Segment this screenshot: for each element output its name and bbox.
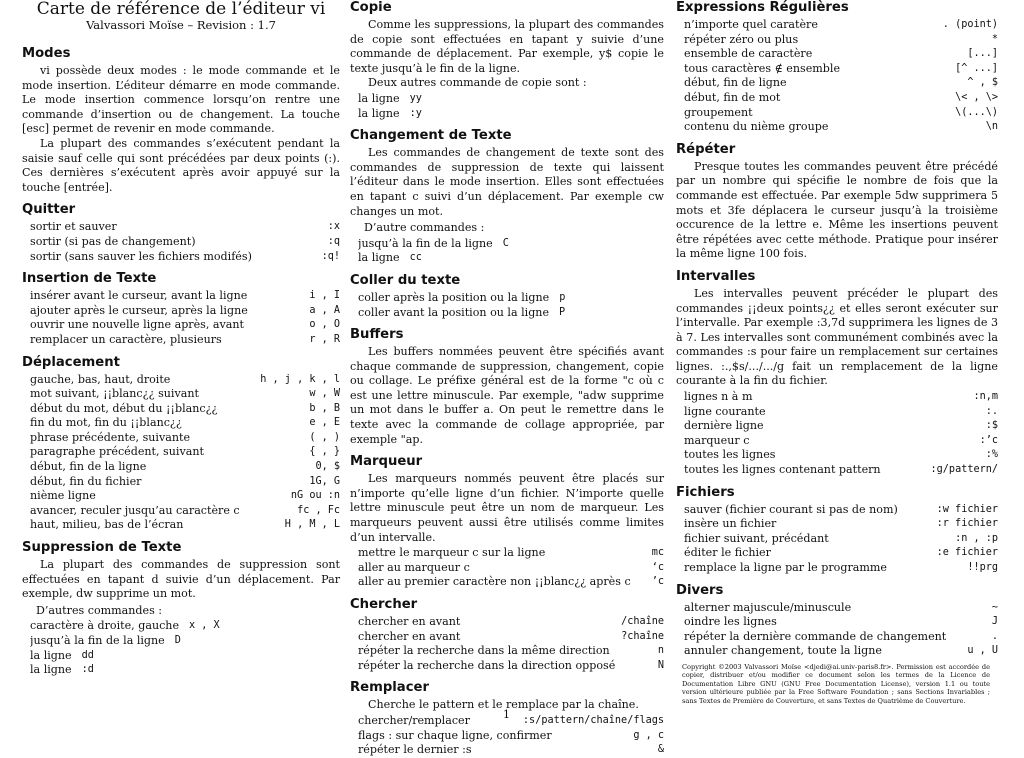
command-row (684, 62, 998, 77)
command-keys: ~ (991, 601, 998, 613)
command-row (684, 448, 998, 463)
command-keys: u , U (967, 645, 998, 657)
command-description: coller après la position ou la ligne (358, 290, 550, 304)
command-description: annuler changement, toute la ligne (684, 644, 882, 658)
command-description: chercher en avant (358, 629, 461, 643)
buffers-paragraph: Les buffers nommées peuvent être spécifiés avant chaque commande de suppression, changement, copie ou collage. Le préfixe général est de la forme "c où c est une lettre minuscule. Par exemple, "adw supprime un mot dans le buffer a. On peut le remettre dans le texte avec la commande de collage appropriée, par exemple "ap. (350, 345, 664, 446)
command-description: marqueur c (684, 433, 750, 447)
intervalles-paragraph: Les intervalles peuvent précéder le plupart des commandes ¡¡deux points¿¿ et elles seront exécuter sur l’intervalle. Par exemple :3,7d supprimera les lignes de 3 à 7. Les intervalles sont communément combinés avec la commandes :s pour faire un remplacement sur certaines lignes. :.,$s/.../.../g fait un remplacement de la ligne courante à la fin du fichier. (676, 286, 998, 388)
command-keys: nG ou :n (290, 490, 340, 502)
command-row (684, 91, 998, 106)
command-keys: ‘c (651, 561, 664, 573)
command-keys: e , E (309, 417, 340, 429)
section-title-marqueur: Marqueur (350, 454, 423, 470)
section-title-remplacer: Remplacer (350, 680, 429, 696)
section-title-divers: Divers (676, 582, 724, 598)
command-row (30, 431, 340, 446)
command-keys: \< , \> (955, 91, 998, 103)
command-row (30, 649, 340, 664)
command-keys: & (657, 744, 664, 756)
section-title-insertion: Insertion de Texte (22, 271, 157, 287)
command-row (684, 434, 998, 449)
command-keys: /chaîne (621, 616, 664, 627)
command-row (30, 489, 340, 504)
expressions-table (684, 18, 998, 135)
command-keys: b , B (309, 402, 340, 414)
command-row (684, 390, 998, 405)
page-title: Carte de référence de l’éditeur vi (36, 0, 326, 19)
command-row (30, 663, 340, 678)
command-description: la ligne (30, 648, 72, 662)
command-keys: { , } (309, 446, 340, 458)
command-keys: H , M , L (284, 519, 340, 531)
command-description: sortir et sauver (30, 220, 117, 234)
command-keys: ^ , $ (967, 77, 998, 89)
command-keys: h , j , k , l (260, 373, 340, 385)
command-keys: :q! (321, 250, 340, 262)
command-keys: cc (409, 252, 422, 264)
command-keys: :s/pattern/chaîne/flags (522, 714, 664, 726)
section-title-chercher: Chercher (350, 597, 418, 612)
command-row (684, 615, 998, 630)
command-row (358, 630, 664, 645)
section-title-repeter: Répéter (676, 141, 736, 157)
command-description: dernière ligne (684, 419, 764, 433)
command-row (30, 333, 340, 348)
marqueur-paragraph: Les marqueurs nommés peuvent être placés sur n’importe qu’elle ligne d’un fichier. N’importe quelle lettre minuscule peut être un nom de marqueur. Les marqueurs peuvent aussi être utilisés comme limites d’un intervalle. (350, 472, 664, 544)
suppression-paragraph: La plupart des commandes de suppression sont effectuées en tapant d suivie d’un déplacement. Par exemple, dw supprime un mot. (22, 558, 340, 601)
command-description: répéter la recherche dans la même direction (358, 644, 610, 658)
command-row (684, 18, 998, 33)
marqueur-table (358, 546, 664, 590)
section-title-deplacement: Déplacement (22, 354, 120, 370)
command-row (30, 373, 340, 388)
command-description: remplacer un caractère, plusieurs (30, 332, 222, 346)
fichiers-table (684, 503, 998, 576)
command-keys: :’c (979, 434, 998, 446)
command-row (684, 405, 998, 420)
command-keys: C (502, 237, 509, 249)
command-description: début, fin de la ligne (30, 460, 147, 474)
command-row (358, 729, 664, 744)
command-row (358, 291, 664, 306)
command-keys: o , O (309, 319, 340, 331)
command-row (30, 460, 340, 475)
command-keys: . (point) (942, 19, 998, 30)
command-description: chercher/remplacer (358, 713, 470, 727)
quitter-table (30, 220, 340, 264)
command-description: mettre le marqueur c sur la ligne (358, 546, 546, 560)
command-description: insère un fichier (684, 517, 777, 531)
command-row (358, 237, 664, 252)
command-description: contenu du nième groupe (684, 120, 829, 134)
insertion-table (30, 289, 340, 347)
command-keys: 1G, G (309, 475, 340, 487)
command-row (684, 47, 998, 62)
command-row (358, 575, 664, 590)
command-keys: 0, $ (315, 461, 340, 473)
command-row (684, 601, 998, 616)
changement-paragraph: Les commandes de changement de texte sont des commandes de suppression de texte qui laissent l’éditeur dans le mode insertion. Elles sont effectuées en tapant c suivi d’un déplacement. Par exemple cw changes un mot. (350, 146, 664, 218)
remplacer-paragraph: Cherche le pattern et le remplace par la chaîne. (368, 698, 639, 712)
command-keys: !!prg (967, 562, 998, 573)
section-title-fichiers: Fichiers (676, 484, 735, 500)
copie-intro: Deux autres commande de copie sont : (368, 76, 587, 90)
command-row (358, 251, 664, 266)
command-description: paragraphe précédent, suivant (30, 445, 204, 459)
command-description: toutes les lignes (684, 448, 776, 462)
command-keys: x , X (189, 620, 220, 632)
command-keys: :r fichier (936, 518, 998, 530)
command-description: début du mot, début du ¡¡blanc¿¿ (30, 401, 218, 415)
coller-table (358, 291, 664, 320)
divers-table (684, 601, 998, 659)
command-row (30, 475, 340, 490)
command-keys: :d (81, 664, 94, 676)
command-row (358, 546, 664, 561)
command-keys: g , c (633, 729, 664, 741)
command-description: fichier suivant, précédant (684, 531, 829, 545)
command-row (684, 532, 998, 547)
command-row (30, 402, 340, 417)
command-description: aller au premier caractère non ¡¡blanc¿¿ après c (358, 575, 631, 589)
copie-table (358, 92, 664, 121)
changement-intro: D’autre commandes : (364, 221, 485, 235)
command-keys: :e fichier (936, 547, 998, 559)
command-description: la ligne (30, 663, 72, 677)
command-keys: :% (985, 449, 998, 461)
command-description: coller avant la position ou la ligne (358, 305, 550, 319)
command-row (684, 546, 998, 561)
command-row (684, 76, 998, 91)
command-row (30, 318, 340, 333)
command-description: lignes n à m (684, 390, 753, 404)
command-keys: :n,m (973, 391, 998, 403)
column-1 (22, 0, 340, 678)
command-description: alterner majuscule/minuscule (684, 600, 852, 614)
command-description: début, fin de mot (684, 90, 781, 104)
section-title-intervalles: Intervalles (676, 268, 756, 284)
command-row (358, 92, 664, 107)
column-3 (676, 0, 998, 705)
changement-table (358, 237, 664, 266)
command-row (684, 33, 998, 48)
command-row (684, 106, 998, 121)
section-title-buffers: Buffers (350, 327, 404, 343)
command-keys: dd (81, 649, 94, 661)
command-description: nième ligne (30, 489, 96, 503)
command-row (30, 518, 340, 533)
command-row (684, 630, 998, 645)
command-keys: mc (651, 547, 664, 559)
command-row (30, 304, 340, 319)
command-row (30, 504, 340, 519)
command-row (30, 445, 340, 460)
repeter-paragraph: Presque toutes les commandes peuvent être précédé par un nombre qui spécifie le nombre de fois que la commande est effectuée. Par exemple 5dw supprimera 5 mots et 3fe déplacera le curseur jusqu’à la troisième occurence de la lettre e. Même les insertions peuvent être répétées avec cette méthode. Pratique pour insérer la même ligne 100 fois. (676, 159, 998, 261)
command-keys: J (991, 616, 998, 628)
command-keys: :w fichier (936, 503, 998, 515)
command-description: oindre les lignes (684, 615, 777, 629)
modes-paragraph-1: vi possède deux modes : le mode commande et le mode insertion. L’éditeur démarre en mode commande. Le mode insertion commence lorsqu’on rentre une commande d’insertion ou de changement. La touche [esc] permet de revenir en mode commande. (22, 64, 340, 136)
section-title-copie: Copie (350, 0, 392, 15)
command-row (358, 714, 664, 729)
column-2 (350, 0, 664, 758)
command-row (358, 561, 664, 576)
command-row (684, 644, 998, 659)
command-description: répéter le dernier :s (358, 743, 472, 757)
command-row (358, 306, 664, 321)
page-subtitle: Valvassori Moïse – Revision : 1.7 (86, 18, 276, 32)
command-description: répéter zéro ou plus (684, 32, 799, 46)
deplacement-table (30, 373, 340, 534)
command-keys: :n , :p (955, 532, 998, 544)
command-row (30, 250, 340, 265)
intervalles-table (684, 390, 998, 478)
chercher-table (358, 615, 664, 673)
section-title-suppression: Suppression de Texte (22, 540, 182, 556)
command-keys: ?chaîne (621, 630, 664, 642)
command-description: aller au marqueur c (358, 560, 470, 574)
command-description: répéter la recherche dans la direction opposé (358, 658, 616, 672)
suppression-table (30, 619, 340, 677)
command-row (684, 517, 998, 532)
command-row (30, 289, 340, 304)
command-row (30, 416, 340, 431)
command-row (358, 615, 664, 630)
command-keys: :$ (985, 420, 998, 432)
command-row (30, 634, 340, 649)
command-keys: :. (985, 405, 998, 417)
command-description: fin du mot, fin du ¡¡blanc¿¿ (30, 416, 182, 430)
command-description: ligne courante (684, 404, 766, 418)
command-keys: :q (327, 235, 340, 247)
command-description: avancer, reculer jusqu’au caractère c (30, 503, 240, 517)
command-description: caractère à droite, gauche (30, 619, 180, 633)
command-description: début, fin de ligne (684, 76, 787, 90)
command-description: mot suivant, ¡¡blanc¿¿ suivant (30, 387, 199, 401)
command-keys: * (991, 33, 998, 45)
command-keys: fc , Fc (297, 504, 340, 516)
command-description: début, fin du fichier (30, 474, 142, 488)
command-keys: p (559, 291, 566, 303)
page-number: 1 (503, 708, 510, 721)
copyright-notice: Copyright ©2003 Valvassori Moïse <djedi@ai.univ-paris8.fr>. Permission est accordée de copier, distribuer et/ou modifier ce document selon les termes de la Licence de Documentation Libre GNU (GNU Free Documentation License), version 1.1 ou toute version ultérieure publiée par la Free Software Foundation ; sans Sections Invariables ; sans Textes de Première de Couverture, et sans Textes de Quatrième de Couverture. (682, 662, 990, 705)
command-row (30, 619, 340, 634)
section-title-changement: Changement de Texte (350, 128, 512, 144)
command-keys: \(...\) (955, 106, 998, 118)
section-title-expressions: Expressions Régulières (676, 0, 849, 15)
command-row (358, 659, 664, 674)
command-description: jusqu’à la fin de la ligne (30, 634, 165, 647)
command-keys: N (657, 659, 664, 671)
remplacer-table (358, 714, 664, 758)
command-keys: :g/pattern/ (930, 464, 998, 476)
command-description: sortir (si pas de changement) (30, 234, 196, 248)
command-description: tous caractères ∉ ensemble (684, 61, 841, 75)
command-keys: :x (327, 221, 340, 233)
command-keys: [...] (967, 48, 998, 60)
command-description: sauver (fichier courant si pas de nom) (684, 502, 898, 516)
modes-paragraph-2: La plupart des commandes s’exécutent pendant la saisie sauf celle qui sont précédées par deux points (:). Ces dernières s’exécutent après avoir appuyé sur la touche [entrée]. (22, 136, 340, 194)
command-description: n’importe quel caratère (684, 18, 818, 31)
command-description: la ligne (358, 106, 400, 120)
command-keys: D (174, 635, 181, 646)
section-title-modes: Modes (22, 46, 71, 61)
command-row (30, 387, 340, 402)
command-description: chercher en avant (358, 615, 461, 628)
command-description: la ligne (358, 91, 400, 105)
command-description: haut, milieu, bas de l’écran (30, 518, 184, 532)
command-row (684, 503, 998, 518)
command-row (684, 419, 998, 434)
command-keys: [^ ...] (955, 62, 998, 74)
command-row (358, 107, 664, 122)
command-description: jusqu’à la fin de la ligne (358, 236, 493, 250)
command-description: phrase précédente, suivante (30, 430, 191, 444)
command-keys: r , R (309, 333, 340, 345)
command-row (30, 235, 340, 250)
command-keys: :y (409, 107, 422, 119)
command-description: éditer le fichier (684, 546, 771, 560)
command-description: ensemble de caractère (684, 47, 813, 61)
command-keys: ’c (651, 576, 664, 588)
command-keys: n (657, 645, 664, 657)
command-row (684, 561, 998, 576)
command-description: ajouter après le curseur, après la ligne (30, 303, 248, 317)
command-keys: a , A (309, 304, 340, 316)
copie-paragraph: Comme les suppressions, la plupart des commandes de copie sont effectuées en tapant y suivie d’une commande de déplacement. Par exemple, y$ copie le texte jusqu’à le fin de la ligne. (350, 18, 664, 75)
command-description: gauche, bas, haut, droite (30, 372, 171, 386)
command-row (358, 743, 664, 758)
command-keys: \n (985, 121, 998, 133)
command-description: groupement (684, 105, 753, 119)
command-description: sortir (sans sauver les fichiers modifés) (30, 249, 252, 263)
command-keys: ( , ) (309, 431, 340, 443)
command-description: répéter la dernière commande de changement (684, 629, 947, 643)
command-keys: P (559, 306, 566, 318)
command-description: remplace la ligne par le programme (684, 561, 887, 574)
command-keys: i , I (309, 290, 340, 302)
command-description: la ligne (358, 251, 400, 265)
section-title-coller: Coller du texte (350, 272, 461, 288)
command-description: flags : sur chaque ligne, confirmer (358, 728, 552, 742)
command-description: toutes les lignes contenant pattern (684, 463, 881, 477)
command-keys: . (991, 630, 998, 642)
command-row (684, 463, 998, 478)
command-row (358, 644, 664, 659)
command-description: ouvrir une nouvelle ligne après, avant (30, 318, 245, 332)
suppression-intro: D’autres commandes : (36, 603, 163, 617)
command-row (684, 120, 998, 135)
section-title-quitter: Quitter (22, 202, 76, 218)
command-keys: yy (409, 92, 422, 104)
command-keys: w , W (309, 388, 340, 400)
command-row (30, 220, 340, 235)
command-description: insérer avant le curseur, avant la ligne (30, 289, 248, 303)
